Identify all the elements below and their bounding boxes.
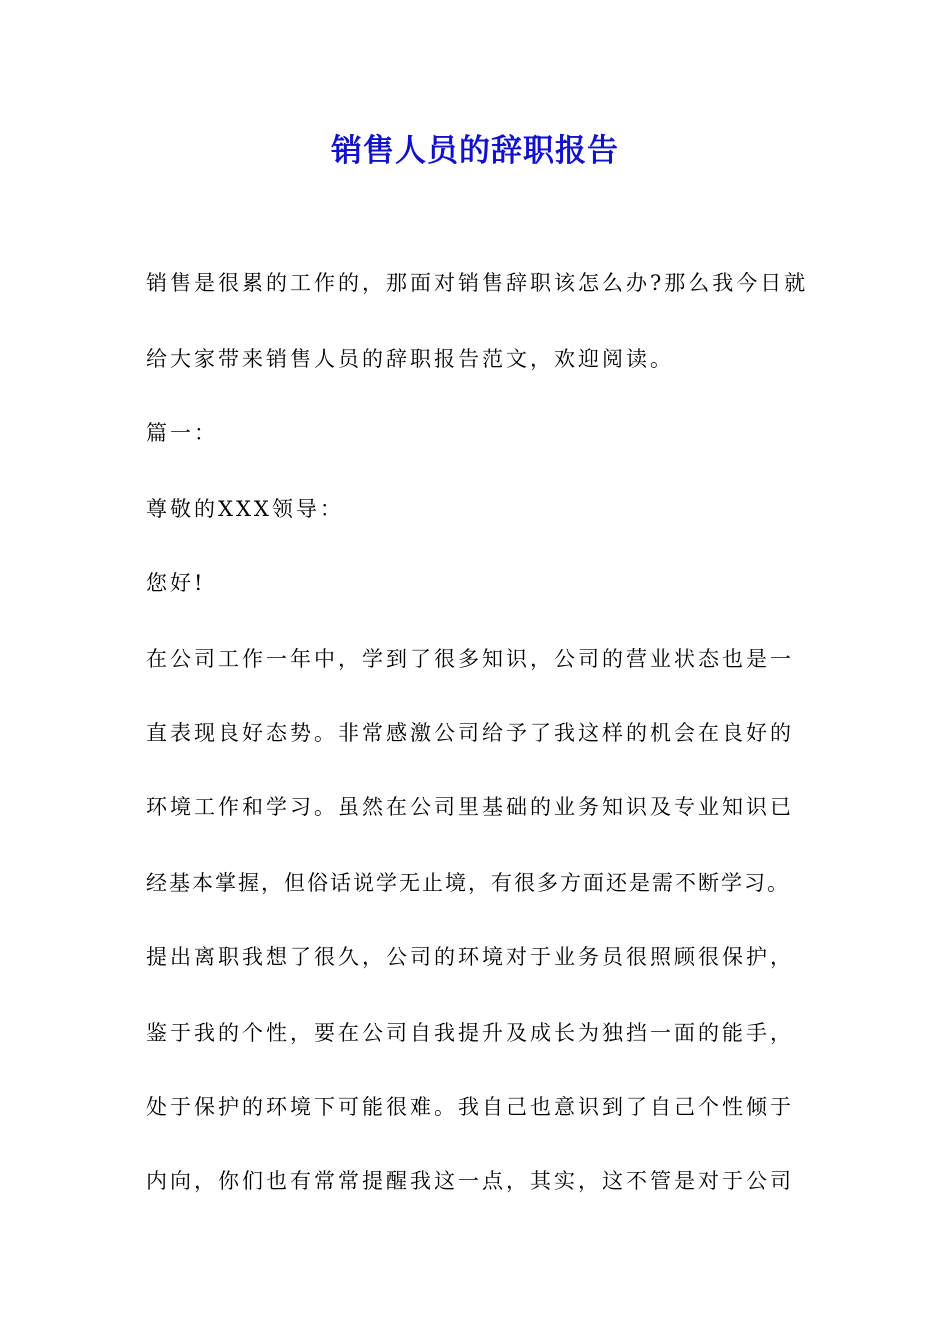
- body-line: 直表现良好态势。非常感激公司给予了我这样的机会在良好的: [146, 721, 794, 745]
- body-line: 在公司工作一年中，学到了很多知识，公司的营业状态也是一: [146, 647, 794, 671]
- body-line: 鉴于我的个性，要在公司自我提升及成长为独挡一面的能手，: [146, 1021, 794, 1045]
- body-line: 提出离职我想了很久，公司的环境对于业务员很照顾很保护，: [146, 945, 794, 969]
- salutation: 尊敬的XXX领导：: [146, 497, 344, 521]
- body-line: 处于保护的环境下可能很难。我自己也意识到了自己个性倾于: [146, 1095, 794, 1119]
- body-line: 环境工作和学习。虽然在公司里基础的业务知识及专业知识已: [146, 795, 794, 819]
- document-title: 销售人员的辞职报告: [331, 133, 619, 169]
- body-line: 内向，你们也有常常提醒我这一点，其实，这不管是对于公司: [146, 1169, 794, 1193]
- greeting: 您好!: [146, 571, 206, 595]
- section-heading: 篇一：: [146, 421, 218, 445]
- body-line: 销售是很累的工作的，那面对销售辞职该怎么办?那么我今日就: [146, 271, 809, 295]
- body-line: 给大家带来销售人员的辞职报告范文，欢迎阅读。: [146, 347, 674, 371]
- body-line: 经基本掌握，但俗话说学无止境，有很多方面还是需不断学习。: [146, 871, 790, 895]
